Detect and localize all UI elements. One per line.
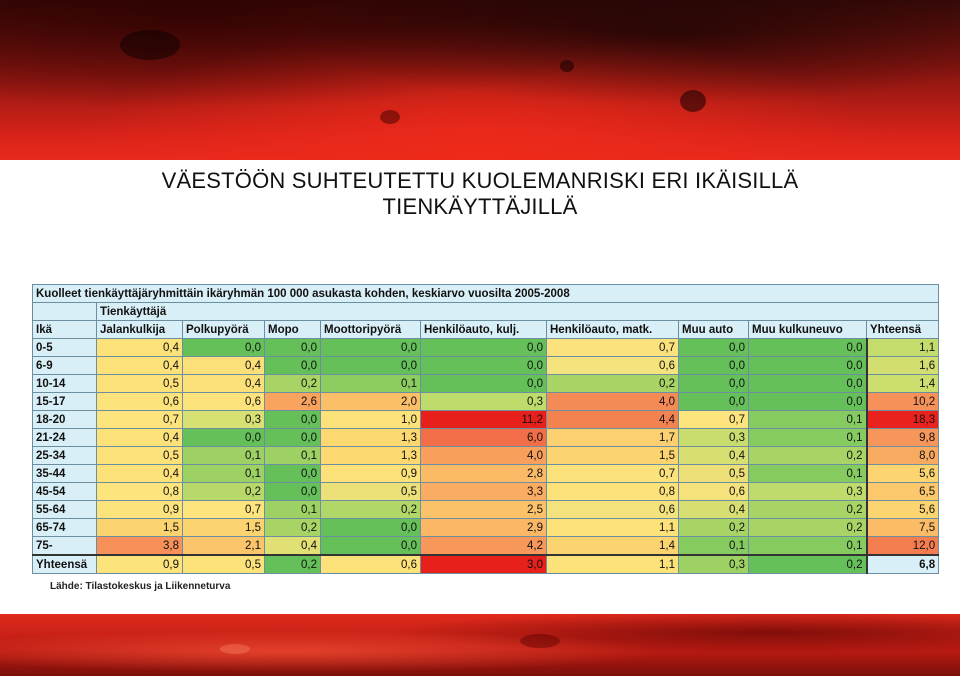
table-row <box>33 339 939 357</box>
footer-background-band <box>0 614 960 676</box>
column-header: Henkilöauto, kulj. <box>421 321 547 339</box>
slide-title-line2: TIENKÄYTTÄJILLÄ <box>382 194 578 219</box>
table-cell: 0,3 <box>679 429 749 447</box>
table-cell: 0,4 <box>183 375 265 393</box>
risk-table <box>32 284 939 574</box>
table-cell: 0,1 <box>265 447 321 465</box>
header-spacer <box>33 303 97 321</box>
table-cell: 0,1 <box>749 465 867 483</box>
table-cell: 12,0 <box>867 537 939 556</box>
table-cell: 0,0 <box>183 339 265 357</box>
table-cell: 6,0 <box>421 429 547 447</box>
row-label: 55-64 <box>33 501 97 519</box>
table-cell: 0,4 <box>97 357 183 375</box>
total-row <box>33 555 939 574</box>
table-cell: 1,5 <box>547 447 679 465</box>
table-cell: 0,0 <box>265 411 321 429</box>
table-cell: 1,1 <box>867 339 939 357</box>
table-cell: 0,0 <box>679 339 749 357</box>
slide-title <box>0 168 960 220</box>
table-cell: 0,0 <box>321 519 421 537</box>
table-cell: 0,0 <box>421 339 547 357</box>
table-cell: 0,0 <box>265 339 321 357</box>
table-cell: 0,0 <box>749 375 867 393</box>
texture-spot <box>680 90 706 112</box>
table-cell: 0,0 <box>321 357 421 375</box>
table-cell: 0,4 <box>183 357 265 375</box>
table-cell: 0,9 <box>321 465 421 483</box>
row-label: 45-54 <box>33 483 97 501</box>
table-cell: 2,0 <box>321 393 421 411</box>
table-cell: 0,0 <box>321 537 421 556</box>
table-cell: 0,0 <box>679 357 749 375</box>
table-row <box>33 375 939 393</box>
table-cell: 0,2 <box>265 375 321 393</box>
table-cell: 2,5 <box>421 501 547 519</box>
texture-spot <box>120 30 180 60</box>
table-cell: 0,1 <box>749 411 867 429</box>
table-cell: 0,0 <box>679 375 749 393</box>
table-cell: 0,6 <box>547 357 679 375</box>
table-cell: 2,6 <box>265 393 321 411</box>
table-cell: 0,2 <box>679 519 749 537</box>
table-cell: 1,3 <box>321 429 421 447</box>
table-cell: 0,1 <box>749 429 867 447</box>
table-cell: 0,0 <box>749 393 867 411</box>
table-cell: 3,3 <box>421 483 547 501</box>
table-row <box>33 519 939 537</box>
table-cell: 1,6 <box>867 357 939 375</box>
table-cell: 0,2 <box>749 447 867 465</box>
table-cell: 0,5 <box>97 375 183 393</box>
header-background-band <box>0 0 960 160</box>
table-cell: 0,7 <box>679 411 749 429</box>
column-header: Polkupyörä <box>183 321 265 339</box>
table-cell: 6,8 <box>867 555 939 574</box>
row-label: 75- <box>33 537 97 556</box>
table-cell: 0,5 <box>679 465 749 483</box>
column-header: Henkilöauto, matk. <box>547 321 679 339</box>
table-cell: 0,0 <box>321 339 421 357</box>
row-label: 65-74 <box>33 519 97 537</box>
table-row <box>33 501 939 519</box>
source-note: Lähde: Tilastokeskus ja Liikenneturva <box>50 581 231 592</box>
table-cell: 0,0 <box>183 429 265 447</box>
table-cell: 0,4 <box>97 429 183 447</box>
table-cell: 0,0 <box>749 357 867 375</box>
row-label: 18-20 <box>33 411 97 429</box>
table-cell: 0,6 <box>97 393 183 411</box>
table-cell: 0,5 <box>183 555 265 574</box>
table-cell: 0,8 <box>97 483 183 501</box>
table-cell: 0,7 <box>183 501 265 519</box>
table-cell: 1,5 <box>97 519 183 537</box>
table-cell: 0,7 <box>547 339 679 357</box>
table-cell: 1,3 <box>321 447 421 465</box>
table-cell: 0,1 <box>183 447 265 465</box>
table-cell: 0,0 <box>265 357 321 375</box>
table-cell: 2,1 <box>183 537 265 556</box>
table-row <box>33 429 939 447</box>
table-cell: 0,4 <box>97 465 183 483</box>
table-cell: 0,6 <box>679 483 749 501</box>
table-cell: 4,2 <box>421 537 547 556</box>
risk-table-container <box>32 284 938 574</box>
table-cell: 4,0 <box>421 447 547 465</box>
table-row <box>33 447 939 465</box>
table-cell: 0,5 <box>97 447 183 465</box>
table-cell: 0,1 <box>265 501 321 519</box>
table-cell: 0,3 <box>749 483 867 501</box>
table-cell: 1,5 <box>183 519 265 537</box>
table-cell: 0,5 <box>321 483 421 501</box>
table-cell: 0,3 <box>679 555 749 574</box>
row-label: 15-17 <box>33 393 97 411</box>
table-cell: 0,4 <box>679 447 749 465</box>
row-label: Yhteensä <box>33 555 97 574</box>
table-cell: 0,2 <box>547 375 679 393</box>
table-row <box>33 465 939 483</box>
table-cell: 0,4 <box>679 501 749 519</box>
table-cell: 0,8 <box>547 483 679 501</box>
table-cell: 0,6 <box>321 555 421 574</box>
texture-spot <box>560 60 574 72</box>
table-cell: 0,1 <box>749 537 867 556</box>
table-cell: 0,1 <box>321 375 421 393</box>
table-cell: 3,8 <box>97 537 183 556</box>
row-label: 25-34 <box>33 447 97 465</box>
group-header: Tienkäyttäjä <box>97 303 939 321</box>
table-cell: 0,0 <box>421 375 547 393</box>
table-cell: 6,5 <box>867 483 939 501</box>
row-label: 10-14 <box>33 375 97 393</box>
table-cell: 4,4 <box>547 411 679 429</box>
table-cell: 10,2 <box>867 393 939 411</box>
table-cell: 2,9 <box>421 519 547 537</box>
table-cell: 0,1 <box>679 537 749 556</box>
table-cell: 1,1 <box>547 555 679 574</box>
table-cell: 0,2 <box>321 501 421 519</box>
column-header: Jalankulkija <box>97 321 183 339</box>
column-header: Mopo <box>265 321 321 339</box>
table-cell: 0,0 <box>265 429 321 447</box>
table-cell: 7,5 <box>867 519 939 537</box>
table-cell: 3,0 <box>421 555 547 574</box>
table-cell: 0,4 <box>97 339 183 357</box>
table-cell: 0,0 <box>749 339 867 357</box>
table-cell: 0,4 <box>265 537 321 556</box>
table-cell: 0,9 <box>97 555 183 574</box>
table-cell: 2,8 <box>421 465 547 483</box>
table-cell: 0,0 <box>679 393 749 411</box>
table-cell: 0,2 <box>265 519 321 537</box>
table-cell: 0,1 <box>183 465 265 483</box>
table-cell: 18,3 <box>867 411 939 429</box>
table-cell: 5,6 <box>867 501 939 519</box>
column-header: Muu auto <box>679 321 749 339</box>
table-cell: 0,3 <box>183 411 265 429</box>
table-cell: 5,6 <box>867 465 939 483</box>
table-cell: 1,7 <box>547 429 679 447</box>
texture-spot <box>220 644 250 654</box>
table-cell: 1,4 <box>867 375 939 393</box>
row-label: 6-9 <box>33 357 97 375</box>
table-cell: 0,2 <box>749 519 867 537</box>
table-cell: 11,2 <box>421 411 547 429</box>
table-cell: 0,0 <box>421 357 547 375</box>
table-cell: 0,7 <box>547 465 679 483</box>
table-cell: 0,3 <box>421 393 547 411</box>
row-label: 35-44 <box>33 465 97 483</box>
row-label: 0-5 <box>33 339 97 357</box>
table-cell: 1,0 <box>321 411 421 429</box>
table-row <box>33 537 939 556</box>
table-cell: 0,2 <box>749 501 867 519</box>
table-cell: 0,2 <box>265 555 321 574</box>
column-header: Yhteensä <box>867 321 939 339</box>
column-header: Muu kulkuneuvo <box>749 321 867 339</box>
table-cell: 0,6 <box>183 393 265 411</box>
table-cell: 0,2 <box>749 555 867 574</box>
row-header-age: Ikä <box>33 321 97 339</box>
slide-title-line1: VÄESTÖÖN SUHTEUTETTU KUOLEMANRISKI ERI IKÄISILLÄ <box>161 168 799 193</box>
table-cell: 9,8 <box>867 429 939 447</box>
column-header: Moottoripyörä <box>321 321 421 339</box>
table-cell: 8,0 <box>867 447 939 465</box>
table-cell: 0,7 <box>97 411 183 429</box>
table-row <box>33 411 939 429</box>
row-label: 21-24 <box>33 429 97 447</box>
table-cell: 0,0 <box>265 465 321 483</box>
table-cell: 0,6 <box>547 501 679 519</box>
table-row <box>33 483 939 501</box>
table-cell: 0,2 <box>183 483 265 501</box>
texture-spot <box>380 110 400 124</box>
table-cell: 1,1 <box>547 519 679 537</box>
texture-spot <box>520 634 560 648</box>
table-row <box>33 357 939 375</box>
table-cell: 0,0 <box>265 483 321 501</box>
table-caption: Kuolleet tienkäyttäjäryhmittäin ikäryhmän 100 000 asukasta kohden, keskiarvo vuosilta 2005-2008 <box>33 285 939 303</box>
table-cell: 4,0 <box>547 393 679 411</box>
table-row <box>33 393 939 411</box>
table-cell: 1,4 <box>547 537 679 556</box>
table-cell: 0,9 <box>97 501 183 519</box>
